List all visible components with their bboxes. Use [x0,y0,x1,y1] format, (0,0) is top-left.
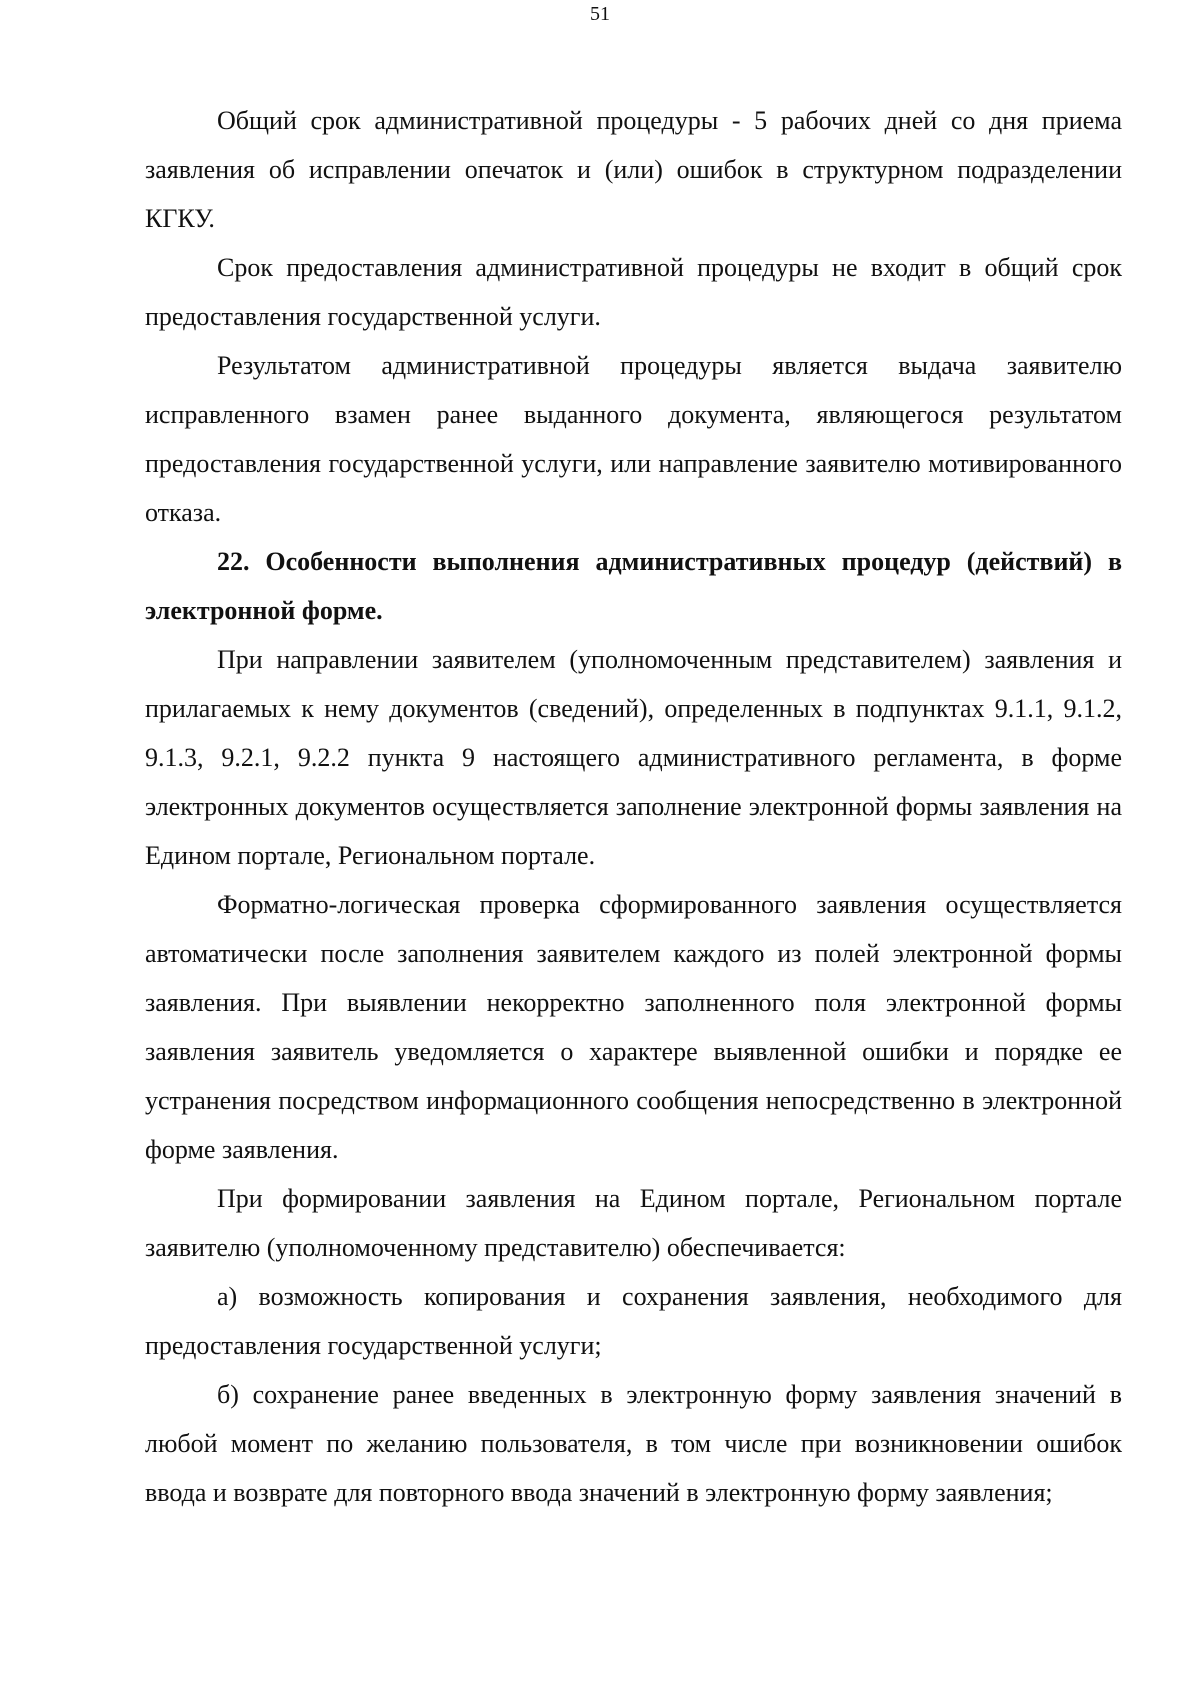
document-body [145,96,1122,1517]
paragraph-format-check: Форматно-логическая проверка сформированного заявления осуществляется автоматически после заполнения заявителем каждого из полей электронной формы заявления. При выявлении некорректно заполненного поля электронной формы заявления заявитель уведомляется о характере выявленной ошибки и порядке ее устранения посредством информационного сообщения непосредственно в электронной форме заявления. [145,890,1122,1164]
paragraph-electronic-submission: При направлении заявителем (уполномоченным представителем) заявления и прилагаемых к нему документов (сведений), определенных в подпунктах 9.1.1, 9.1.2, 9.1.3, 9.2.1, 9.2.2 пункта 9 настоящего административного регламента, в форме электронных документов осуществляется заполнение электронной формы заявления на Едином портале, Региональном портале. [145,645,1122,870]
paragraph-procedure-result: Результатом административной процедуры является выдача заявителю исправленного взамен ранее выданного документа, являющегося результатом предоставления государственной услуги, или направление заявителю мотивированного отказа. [145,351,1122,527]
paragraph-total-term: Общий срок административной процедуры - 5 рабочих дней со дня приема заявления об исправлении опечаток и (или) ошибок в структурном подразделении КГКУ. [145,106,1122,233]
list-item-a: а) возможность копирования и сохранения заявления, необходимого для предоставления государственной услуги; [145,1282,1122,1360]
paragraph-portal-provisions: При формировании заявления на Едином портале, Региональном портале заявителю (уполномоченному представителю) обеспечивается: [145,1184,1122,1262]
page-number: 51 [590,3,610,25]
paragraph-term-exclusion: Срок предоставления административной процедуры не входит в общий срок предоставления государственной услуги. [145,253,1122,331]
list-item-b: б) сохранение ранее введенных в электронную форму заявления значений в любой момент по желанию пользователя, в том числе при возникновении ошибок ввода и возврате для повторного ввода значений в электронную форму заявления; [145,1380,1122,1507]
section-heading-22: 22. Особенности выполнения административных процедур (действий) в электронной форме. [145,547,1122,625]
